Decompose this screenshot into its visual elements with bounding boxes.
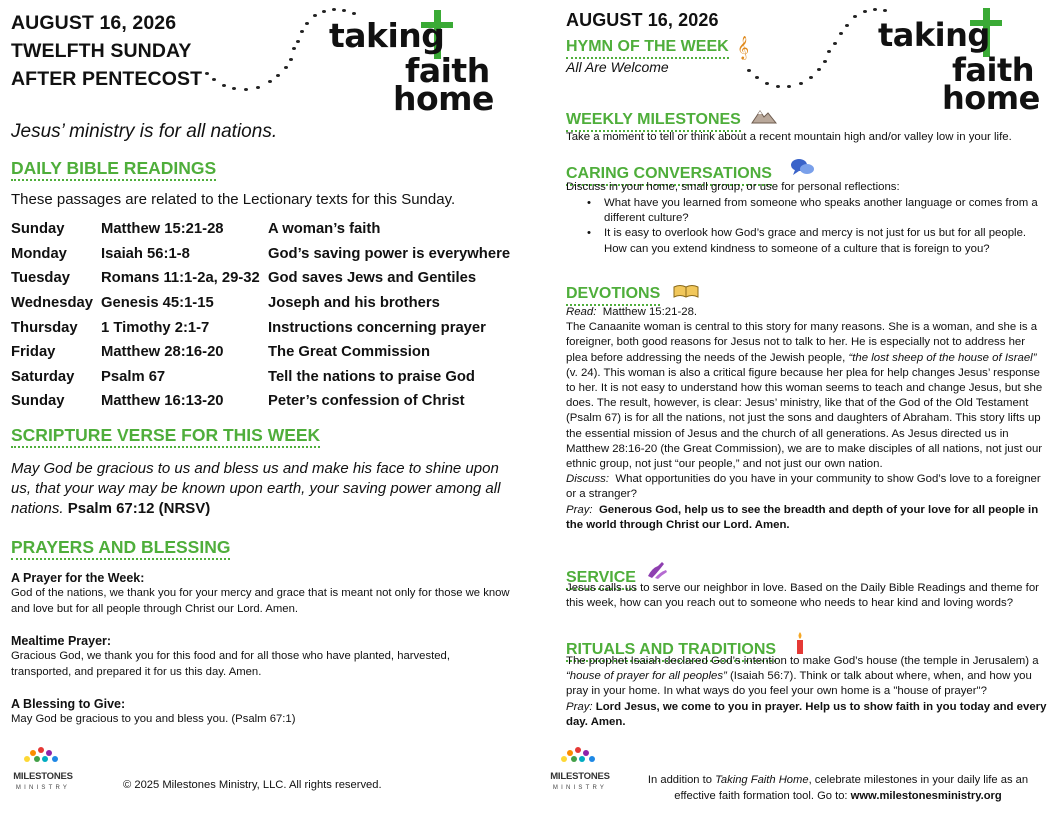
left-page xyxy=(0,0,525,816)
prayer-for-week xyxy=(11,571,511,617)
devotions-section xyxy=(566,284,699,306)
date-heading: AUGUST 16, 2026 xyxy=(11,12,177,34)
reading-ref: Romans 11:1-2a, 29-32 xyxy=(101,270,260,287)
rituals-pray: Pray: Lord Jesus, we come to you in prayer. Help us to show faith in you today and every day. Amen. xyxy=(566,700,1047,728)
verse-reference: Psalm 67:12 (NRSV) xyxy=(67,500,211,517)
reading-desc: God’s saving power is everywhere xyxy=(268,245,511,262)
blessing-heading: A Blessing to Give: xyxy=(11,697,126,711)
caring-title: CARING CONVERSATIONS xyxy=(566,165,772,186)
reading-day: Sunday xyxy=(11,393,65,410)
caring-bullet: • It is easy to overlook how God’s grace and mercy is not just for us but for all people. How can you extend kindness to someone of a culture that is foreign to you? xyxy=(587,227,1027,255)
service-title: SERVICE xyxy=(566,569,636,590)
service-text: Jesus calls us to serve our neighbor in love. Based on the Daily Bible Readings and theme for this week, how can you reach out to someone who needs to hear kind and loving words? xyxy=(566,582,1039,610)
daily-readings-title: DAILY BIBLE READINGS xyxy=(11,159,216,181)
scripture-verse-section xyxy=(11,426,320,448)
helping-hands-icon xyxy=(646,560,668,580)
reading-day: Monday xyxy=(11,245,67,262)
milestones-ministry-logo: MILESTONES MINISTRY xyxy=(8,745,78,797)
prayer-week-text: God of the nations, we thank you for your mercy and grace that is meant not only for those we know and love but for all people through Christ our Lord. Amen. xyxy=(11,587,510,615)
blessing-text: May God be gracious to you and bless you. (Psalm 67:1) xyxy=(11,713,296,725)
rituals-body xyxy=(566,654,1048,730)
blessing xyxy=(11,697,511,727)
reading-row xyxy=(11,315,518,340)
mealtime-prayer xyxy=(11,634,511,680)
reading-ref: Psalm 67 xyxy=(101,368,166,385)
reading-desc: Instructions concerning prayer xyxy=(268,319,486,336)
devotions-discuss: Discuss: What opportunities do you have in your community to show God’s love to a foreigner or a stranger? xyxy=(566,473,1041,501)
devotions-body xyxy=(566,305,1048,533)
website-link[interactable]: www.milestonesministry.org xyxy=(850,790,1002,802)
hymn-section xyxy=(566,37,749,60)
sunday-name-line1: TWELFTH SUNDAY xyxy=(11,40,192,62)
reading-desc: Peter’s confession of Christ xyxy=(268,393,465,410)
reading-ref: 1 Timothy 2:1-7 xyxy=(101,319,210,336)
reading-day: Thursday xyxy=(11,319,78,336)
milestones-text: Take a moment to tell or think about a recent mountain high and/or valley low in your life. xyxy=(566,131,1012,143)
taking-faith-home-logo: taking faith home xyxy=(325,6,535,126)
prayer-week-heading: A Prayer for the Week: xyxy=(11,571,145,585)
devotions-read: Read: Matthew 15:21-28. xyxy=(566,306,698,318)
reading-day: Saturday xyxy=(11,368,75,385)
music-note-icon: 𝄞 xyxy=(737,37,749,59)
reading-desc: God saves Jews and Gentiles xyxy=(268,270,477,287)
hymn-title: HYMN OF THE WEEK xyxy=(566,38,729,59)
sunday-name-line2: AFTER PENTECOST xyxy=(11,68,203,90)
reading-day: Tuesday xyxy=(11,270,70,287)
reading-ref: Genesis 45:1-15 xyxy=(101,295,214,312)
reading-row xyxy=(11,217,518,242)
caring-bullet: • What have you learned from someone who speaks another language or comes from a different culture? xyxy=(587,197,1038,225)
readings-intro: These passages are related to the Lectionary texts for this Sunday. xyxy=(11,191,456,208)
milestones-section xyxy=(566,108,777,132)
caring-intro: Discuss in your home, small group, or use for personal reflections: xyxy=(566,181,900,193)
reading-desc: A woman’s faith xyxy=(268,221,381,238)
reading-desc: Tell the nations to praise God xyxy=(268,368,475,385)
reading-row xyxy=(11,389,518,414)
date-heading-right: AUGUST 16, 2026 xyxy=(566,10,719,30)
open-book-icon xyxy=(673,284,699,298)
prayers-title: PRAYERS AND BLESSING xyxy=(11,538,230,560)
readings-table xyxy=(11,217,518,414)
devotions-title: DEVOTIONS xyxy=(566,285,660,306)
reading-row xyxy=(11,291,518,316)
reading-day: Friday xyxy=(11,344,56,361)
milestones-title: WEEKLY MILESTONES xyxy=(566,111,741,132)
mountain-icon xyxy=(751,108,777,124)
candle-icon xyxy=(795,632,805,654)
right-page xyxy=(525,0,1051,816)
rituals-text: The prophet Isaiah declared God’s intention to make God’s house (the temple in Jerusalem) a “house of prayer for all peoples” (Isaiah 56:7). Think or talk about where, when, and how you pray in your home. In what ways do you feel your own home is a "house of prayer"? xyxy=(566,655,1039,698)
mealtime-text: Gracious God, we thank you for this food and for all those who have planted, harvested, transported, and prepared it for us this day. Amen. xyxy=(11,650,450,678)
reading-desc: The Great Commission xyxy=(268,344,430,361)
milestones-ministry-logo-right: MILESTONES MINISTRY xyxy=(545,745,615,797)
reading-ref: Matthew 28:16-20 xyxy=(101,344,224,361)
devotions-pray: Pray: Generous God, help us to see the breadth and depth of your love for all people in the world through Christ our Lord. Amen. xyxy=(566,503,1039,531)
reading-day: Sunday xyxy=(11,221,65,238)
daily-readings-section xyxy=(11,159,216,181)
reading-row xyxy=(11,242,518,267)
verse-text: May God be gracious to us and bless us and make his face to shine upon us, that your way may be known upon earth, your saving power among all nations. xyxy=(11,460,501,517)
caring-bullets xyxy=(566,196,1046,257)
reading-ref: Isaiah 56:1-8 xyxy=(101,245,190,262)
devotions-text: The Canaanite woman is central to this story for many reasons. She is a woman, and she is a foreigner, both good reasons for Jesus not to talk to her. He is especially not to address her plea before addressing the needs of the Jewish people, “the lost sheep of the house of Israel” (v. 24). This woman is also a critical figure because her plea for help changes Jesus’ response to her. It is not easy to understand how this woman seems to teach and change Jesus, but she does. The result, however, is clear: Jesus’ ministry, like that of the God of the Old Testament (Psalm 67) is for all the nations, not just the sons and daughters of Abraham. This story lifts up the essential mission of Jesus and the church of all generations. As Jesus directed us in Matthew 28:16-20 (the Great Commission), we are to make disciples of all nations, not just our ethnic group, not just “our people,” and not just our own nation. xyxy=(566,321,1043,471)
hymn-name: All Are Welcome xyxy=(566,59,669,75)
taking-faith-home-logo-right: taking faith home xyxy=(874,4,1051,124)
weekly-theme: Jesus’ ministry is for all nations. xyxy=(11,121,278,142)
copyright: © 2025 Milestones Ministry, LLC. All rights reserved. xyxy=(123,779,382,791)
reading-row xyxy=(11,340,518,365)
mealtime-heading: Mealtime Prayer: xyxy=(11,634,112,648)
reading-ref: Matthew 15:21-28 xyxy=(101,221,224,238)
footer-note: In addition to Taking Faith Home, celebrate milestones in your daily life as an effective faith formation tool. Go to: www.milestonesministry.org xyxy=(647,774,1029,802)
reading-day: Wednesday xyxy=(11,295,93,312)
speech-bubbles-icon xyxy=(790,158,816,176)
prayers-section xyxy=(11,538,230,560)
rituals-title: RITUALS AND TRADITIONS xyxy=(566,641,776,662)
reading-row xyxy=(11,365,518,390)
reading-row xyxy=(11,266,518,291)
reading-ref: Matthew 16:13-20 xyxy=(101,393,224,410)
scripture-verse-title: SCRIPTURE VERSE FOR THIS WEEK xyxy=(11,426,320,448)
scripture-verse xyxy=(11,459,511,519)
reading-desc: Joseph and his brothers xyxy=(268,295,440,312)
